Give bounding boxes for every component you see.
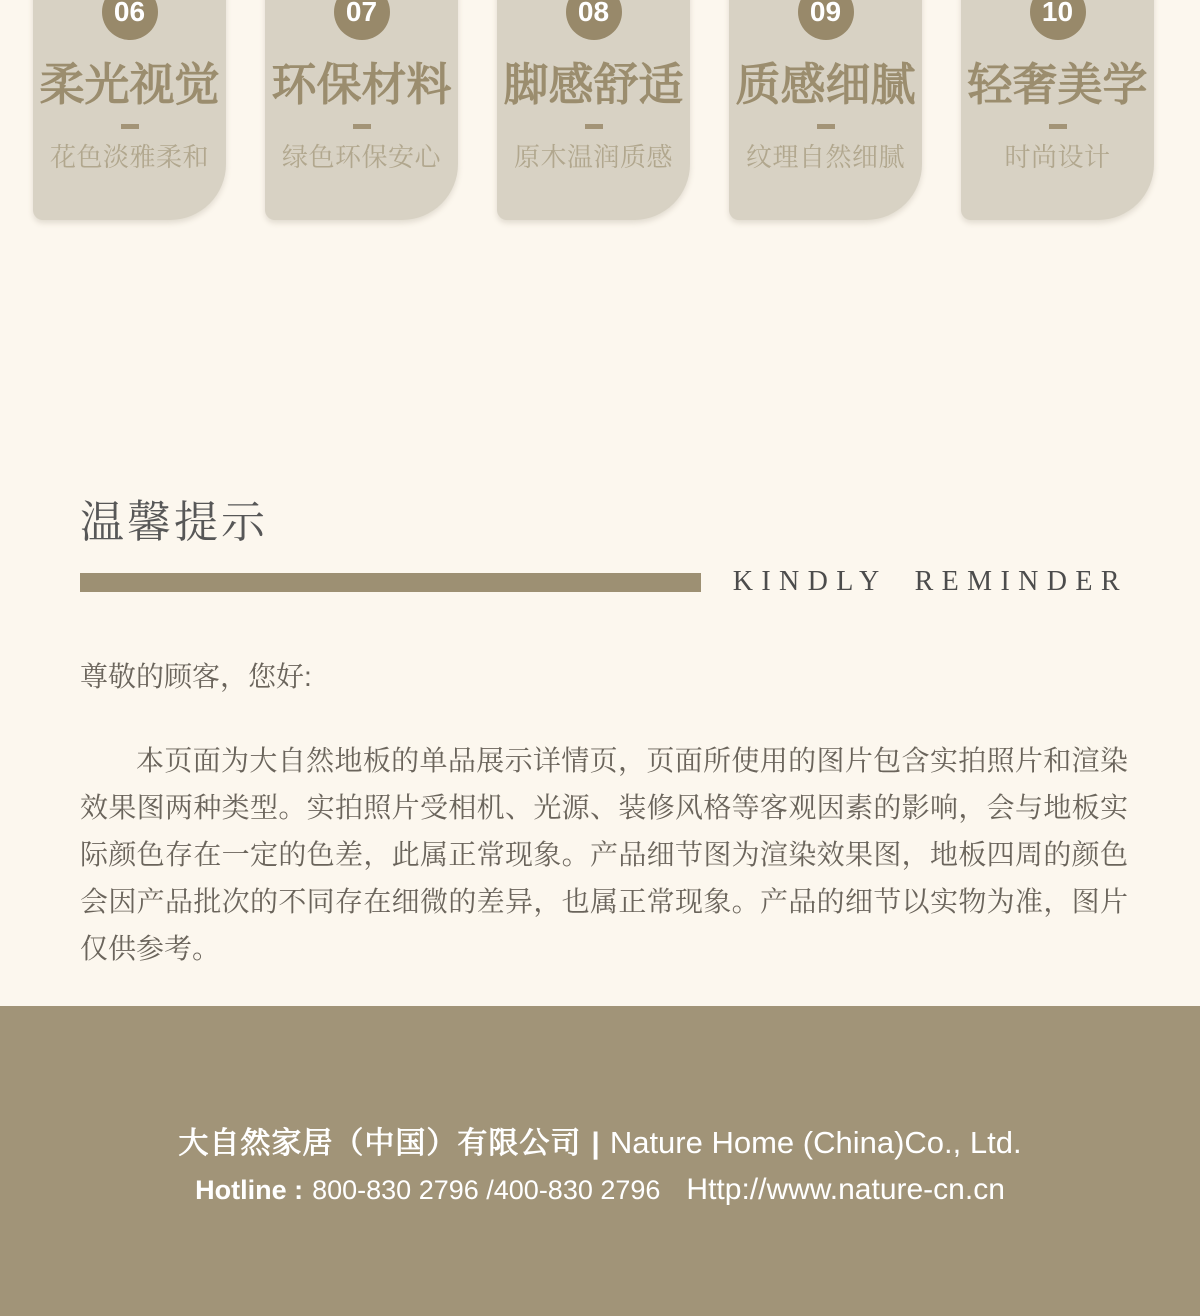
feature-title: 脚感舒适 — [503, 59, 684, 110]
number-badge — [1030, 0, 1086, 40]
company-separator: | — [591, 1127, 600, 1160]
feature-card — [497, 0, 690, 220]
reminder-title-bar-row — [80, 566, 1128, 598]
feature-title: 环保材料 — [271, 59, 452, 110]
feature-card — [265, 0, 458, 220]
footer — [0, 1006, 1200, 1316]
contact-info-line — [0, 1173, 1200, 1207]
feature-title: 柔光视觉 — [39, 59, 220, 110]
number-badge — [566, 0, 622, 40]
feature-card — [33, 0, 226, 220]
feature-divider — [1049, 124, 1067, 129]
feature-subtitle: 纹理自然细腻 — [745, 142, 905, 172]
feature-number: 08 — [577, 0, 610, 27]
company-name-en: Nature Home (China)Co., Ltd. — [609, 1125, 1022, 1160]
feature-subtitle: 原木温润质感 — [513, 142, 673, 172]
number-badge — [334, 0, 390, 40]
feature-subtitle: 绿色环保安心 — [281, 142, 441, 172]
accent-underline-bar — [80, 573, 701, 592]
feature-card — [729, 0, 922, 220]
feature-subtitle: 时尚设计 — [1004, 142, 1111, 172]
hotline-label: Hotline : — [195, 1175, 304, 1205]
feature-number: 10 — [1041, 0, 1074, 27]
customer-greeting-text: 尊敬的顾客，您好: — [80, 661, 312, 692]
feature-number: 06 — [113, 0, 146, 27]
company-info-line — [0, 1118, 1200, 1162]
feature-title: 轻奢美学 — [967, 59, 1148, 110]
feature-cards-row — [33, 0, 1154, 220]
feature-number: 09 — [809, 0, 842, 27]
website-url: Http://www.nature-cn.cn — [686, 1173, 1005, 1206]
disclaimer-paragraph: 本页面为大自然地板的单品展示详情页，页面所使用的图片包含实拍照片和渲染效果图两种类型。实拍照片受相机、光源、装修风格等客观因素的影响，会与地板实际颜色存在一定的色差，此属正常现象。产品细节图为渲染效果图，地板四周的颜色会因产品批次的不同存在细微的差异，也属正常现象。产品的细节以实物为准，图片仅供参考。 — [80, 745, 1128, 964]
feature-subtitle: 花色淡雅柔和 — [49, 142, 209, 172]
feature-divider — [817, 124, 835, 129]
feature-divider — [353, 124, 371, 129]
reminder-section-title: 温馨提示 — [80, 498, 268, 547]
number-badge — [102, 0, 158, 40]
reminder-section-title-en: KINDLY REMINDER — [732, 566, 1128, 597]
hotline-numbers: 800-830 2796 /400-830 2796 — [312, 1175, 661, 1205]
feature-divider — [121, 124, 139, 129]
number-badge — [798, 0, 854, 40]
feature-card — [961, 0, 1154, 220]
company-name-cn: 大自然家居（中国）有限公司 — [178, 1127, 582, 1160]
feature-title: 质感细腻 — [735, 59, 916, 110]
feature-divider — [585, 124, 603, 129]
feature-number: 07 — [345, 0, 378, 27]
